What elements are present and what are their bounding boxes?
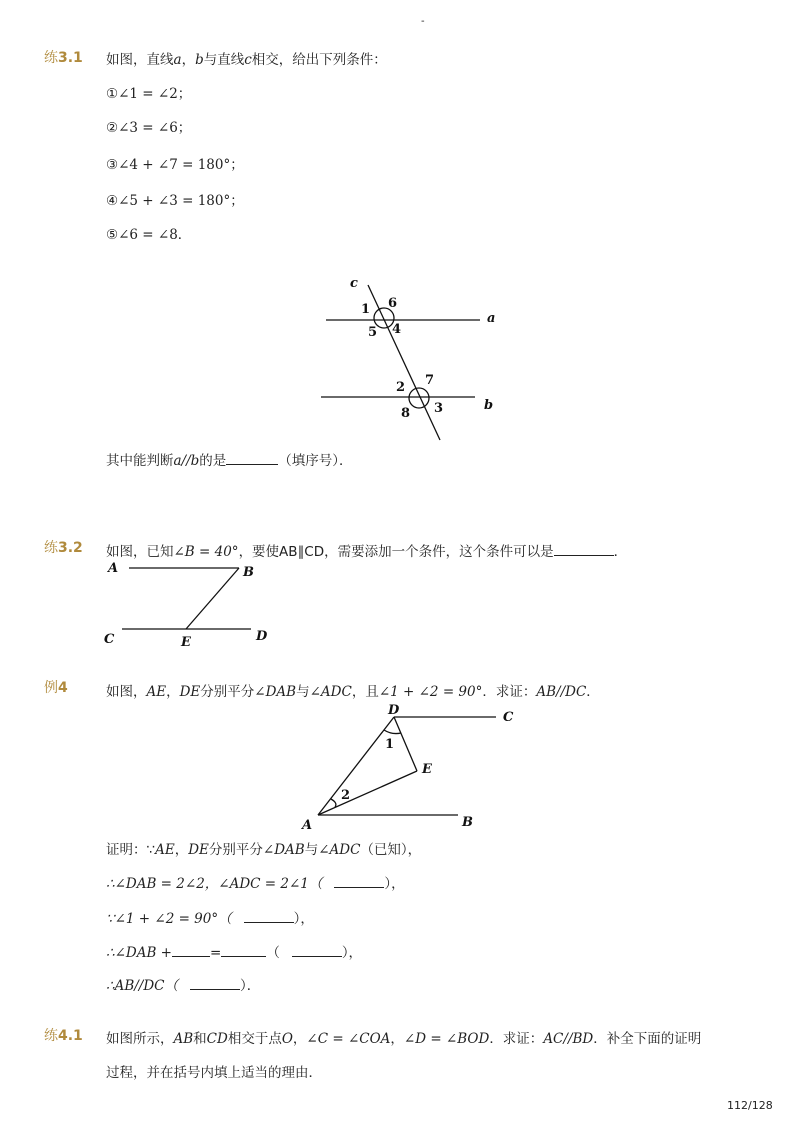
reason-blank[interactable]: [244, 910, 294, 923]
label-D: D: [256, 629, 268, 644]
label-c: c: [350, 276, 358, 291]
label-angle-8: 8: [401, 406, 411, 421]
label-C: C: [503, 710, 514, 725]
label-angle-5: 5: [368, 325, 378, 340]
label-angle-2: 2: [396, 380, 406, 395]
proof-line-1: [106, 838, 421, 858]
math-var: AB: [173, 1031, 194, 1047]
label-A: A: [108, 561, 119, 576]
stem-text: 如图，已知: [106, 544, 174, 560]
question-text: （填序号）．: [278, 453, 353, 469]
condition-4: ④∠5 + ∠3 = 180°；: [106, 193, 244, 209]
label-E: E: [422, 762, 432, 777]
math-var: AE: [155, 842, 175, 858]
angle-arc-2: [331, 799, 336, 807]
condition-1: ①∠1 = ∠2；: [106, 86, 192, 102]
segment-ae: [318, 771, 417, 815]
proof-text: （: [266, 945, 280, 961]
math-var: O: [281, 1031, 293, 1047]
label-angle-1: 1: [385, 737, 395, 752]
proof-line-5: [106, 974, 260, 994]
tag-prefix: 例: [44, 680, 58, 696]
label-b: b: [484, 398, 494, 413]
proof-line-4: [106, 941, 362, 961]
label-angle-1: 1: [361, 302, 371, 317]
top-mark: -: [421, 16, 425, 27]
stem-text: ，: [181, 52, 196, 68]
proof-text: ，: [174, 842, 189, 858]
angle-arc-1: [384, 730, 401, 734]
proof-text: ），: [293, 911, 314, 927]
stem-text: 分别平分: [200, 684, 255, 700]
stem-text: 和: [193, 1031, 207, 1047]
label-E: E: [181, 635, 191, 650]
math-expr: ∴AB//DC（: [106, 978, 179, 994]
stem-text: ，要使AB∥CD，需要添加一个条件，这个条件可以是: [238, 544, 554, 560]
math-var: DE: [179, 684, 201, 700]
label-C: C: [104, 632, 115, 647]
proof-text: （已知），: [360, 842, 422, 858]
reason-blank[interactable]: [292, 944, 342, 957]
math-expr: ∠1 + ∠2 = 90°: [378, 684, 483, 700]
stem-text: ，且: [351, 684, 379, 700]
proof-text: =: [210, 945, 222, 961]
math-expr: AB//DC: [536, 684, 587, 700]
stem-text: 如图，: [106, 684, 147, 700]
tag-number: 4: [58, 680, 68, 696]
math-var: a: [173, 52, 182, 68]
condition-2: ②∠3 = ∠6；: [106, 120, 192, 136]
segment-de: [394, 717, 417, 771]
math-var: CD: [206, 1031, 228, 1047]
label-B: B: [243, 565, 254, 580]
label-D: D: [388, 703, 400, 718]
stem-text: ，: [292, 1031, 307, 1047]
stem-text: ．补全下面的证明: [593, 1031, 702, 1047]
condition-5: ⑤∠6 = ∠8．: [106, 227, 192, 243]
fill-blank[interactable]: [221, 944, 266, 957]
math-expr: ∠B = 40°: [173, 544, 239, 560]
math-expr: ∵∠1 + ∠2 = 90°（: [106, 911, 232, 927]
stem-text: ，: [390, 1031, 404, 1047]
proof-text: 证明：∵: [106, 842, 156, 858]
tag-prefix: 练: [44, 50, 58, 66]
fill-blank[interactable]: [172, 944, 210, 957]
proof-text: ）．: [240, 978, 261, 994]
tag-prefix: 练: [44, 1028, 58, 1044]
math-expr: ∠C = ∠COA: [306, 1031, 391, 1047]
math-var: ∠ADC: [309, 684, 352, 700]
math-var: ∠DAB: [262, 842, 305, 858]
label-angle-7: 7: [425, 373, 435, 388]
reason-blank[interactable]: [190, 977, 240, 990]
stem-text: 相交于点: [227, 1031, 282, 1047]
label-angle-4: 4: [392, 322, 402, 337]
proof-line-3: [106, 907, 314, 927]
math-var: AE: [146, 684, 167, 700]
stem-text: 与: [296, 684, 310, 700]
math-var: DE: [188, 842, 209, 858]
stem-text: ．求证：: [489, 1031, 544, 1047]
exercise-4-1-line-1: [106, 1027, 701, 1047]
math-var: ∠DAB: [254, 684, 297, 700]
stem-text: 如图所示，: [106, 1031, 174, 1047]
stem-text: 如图，直线: [106, 52, 174, 68]
stem-text: 与直线: [203, 52, 245, 68]
question-text: 的是: [199, 453, 227, 469]
proof-text: 与: [304, 842, 319, 858]
math-expr: ∴∠DAB +: [106, 945, 172, 961]
label-angle-3: 3: [434, 401, 444, 416]
math-var: ∠ADC: [318, 842, 361, 858]
stem-text: ．: [613, 544, 628, 560]
label-a: a: [487, 311, 496, 326]
exercise-4-1-tag: [44, 1025, 83, 1045]
stem-text: ．求证：: [482, 684, 537, 700]
condition-3: ③∠4 + ∠7 = 180°；: [106, 157, 244, 173]
math-expr: ∴∠DAB = 2∠2，∠ADC = 2∠1（: [106, 876, 323, 892]
stem-text: 相交，给出下列条件：: [251, 52, 387, 68]
tag-number: 3.1: [58, 50, 83, 66]
stem-text: ，: [166, 684, 180, 700]
math-var: b: [195, 52, 204, 68]
label-A: A: [302, 818, 313, 833]
tag-number: 3.2: [58, 540, 83, 556]
label-B: B: [462, 815, 473, 830]
stem-text: ．: [586, 684, 600, 700]
page-number: 112/128: [727, 1099, 773, 1112]
label-angle-6: 6: [388, 296, 398, 311]
math-var: a//b: [173, 453, 200, 469]
proof-line-2: [106, 872, 405, 892]
segment-ad: [318, 717, 394, 815]
proof-text: 分别平分: [208, 842, 263, 858]
question-text: 其中能判断: [106, 453, 174, 469]
tag-number: 4.1: [58, 1028, 83, 1044]
reason-blank[interactable]: [334, 875, 384, 888]
proof-text: ），: [384, 876, 405, 892]
exercise-4-1-line-2: 过程，并在括号内填上适当的理由．: [106, 1065, 322, 1081]
math-expr: AC//BD: [543, 1031, 594, 1047]
proof-text: ），: [341, 945, 363, 961]
math-expr: ∠D = ∠BOD: [403, 1031, 490, 1047]
math-var: c: [244, 52, 252, 68]
tag-prefix: 练: [44, 540, 58, 556]
label-angle-2: 2: [341, 788, 351, 803]
